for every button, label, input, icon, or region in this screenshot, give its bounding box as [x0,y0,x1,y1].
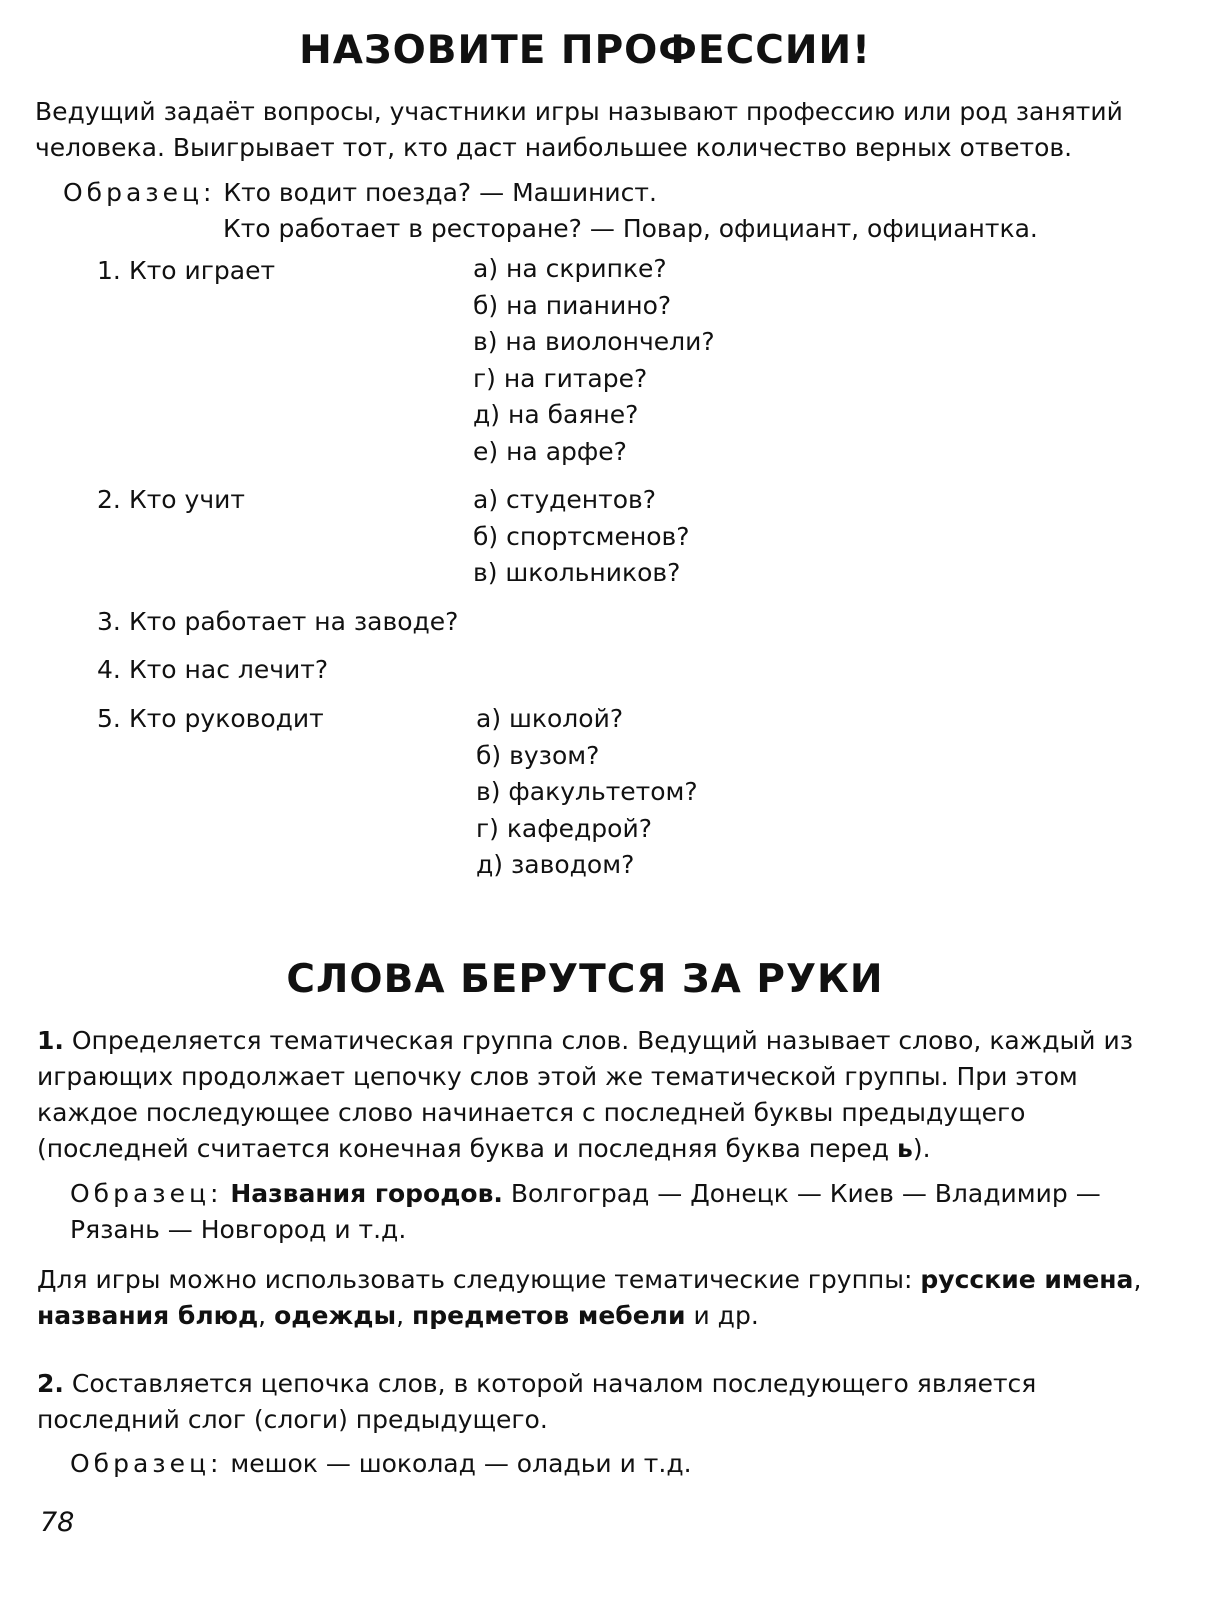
question-2-options [473,482,690,592]
group: предметов мебели [411,1301,686,1330]
item-number: 1. [37,1026,64,1055]
groups-intro: Для игры можно использовать следующие тематические группы: [37,1265,913,1294]
question-text: Кто учит [129,485,245,514]
intro-paragraph: Ведущий задаёт вопросы, участники игры называют профессию или род занятий человека. Выигрывает тот, кто даст наибольшее количество верных ответов. [35,97,1123,162]
sample-topic: Названия городов. [230,1179,503,1208]
option: г) кафедрой? [476,813,652,843]
group: русские имена [920,1265,1134,1294]
question-text: Кто играет [129,256,276,285]
sample-2-line [70,1446,692,1482]
option: д) на баяне? [473,400,639,429]
item-text: Составляется цепочка слов, в которой началом последующего является последний слог (слоги) предыдущего. [37,1369,1037,1434]
soft-sign: ь [897,1134,913,1163]
question-text: Кто работает на заводе? [129,607,459,636]
option: б) на пианино? [473,290,672,320]
sample-text: мешок — шоколад — оладьи и т.д. [230,1449,692,1478]
option: д) заводом? [476,850,635,879]
question-number: 4. [97,655,121,684]
question-text: Кто руководит [129,704,324,733]
question-number: 3. [97,607,121,636]
question-1-options [473,251,715,470]
item-text-end: ). [912,1134,931,1163]
question-4 [97,652,328,688]
option: в) на виолончели? [473,327,715,356]
question-5-options [476,701,698,884]
section-title: НАЗОВИТЕ ПРОФЕССИИ! [299,28,871,73]
option: а) студентов? [473,485,656,514]
group: одежды [274,1301,397,1330]
sample-text: Кто водит поезда? — Машинист. [223,178,657,207]
sample-1-paragraph [70,1176,1150,1248]
rule-1-paragraph [37,1023,1150,1167]
question-number: 1. [97,256,121,285]
groups-end: и др. [693,1301,759,1330]
sample-text: Волгоград — Донецк — Киев — Владимир — Рязань — Новгород и т.д. [70,1179,1101,1244]
sample-label: Образец: [70,1179,223,1208]
question-2 [97,482,245,518]
question-number: 2. [97,485,121,514]
item-text: Определяется тематическая группа слов. Ведущий называет слово, каждый из играющих продолжает цепочку слов этой же тематической группы. При этом каждое последующее слово начинается с последней буквы предыдущего (последней считается конечная буква и последняя буква перед [37,1026,1134,1163]
item-number: 2. [37,1369,64,1398]
sample-label: Образец: [70,1449,223,1478]
question-number: 5. [97,704,121,733]
groups-paragraph: Для игры можно использовать следующие тематические группы: русские имена, названия блюд, одежды, предметов мебели и др. [37,1265,1142,1330]
option: г) на гитаре? [473,363,648,393]
option: б) вузом? [476,740,600,770]
option: в) факультетом? [476,777,698,806]
page-number: 78 [40,1507,75,1538]
question-text: Кто нас лечит? [129,655,329,684]
option: а) на скрипке? [473,254,667,283]
group: названия блюд [37,1301,259,1330]
question-3 [97,604,458,640]
sample-line-2: Кто работает в ресторане? — Повар, официант, официантка. [223,214,1038,243]
section-title: СЛОВА БЕРУТСЯ ЗА РУКИ [286,957,884,1002]
question-5 [97,701,324,737]
question-1 [97,253,275,289]
option: а) школой? [476,704,624,733]
option: б) спортсменов? [473,521,690,551]
option: е) на арфе? [473,436,627,466]
rule-2-paragraph [37,1366,1150,1438]
sample-line-1 [63,175,657,211]
sample-label: Образец: [63,178,216,207]
option: в) школьников? [473,558,681,587]
